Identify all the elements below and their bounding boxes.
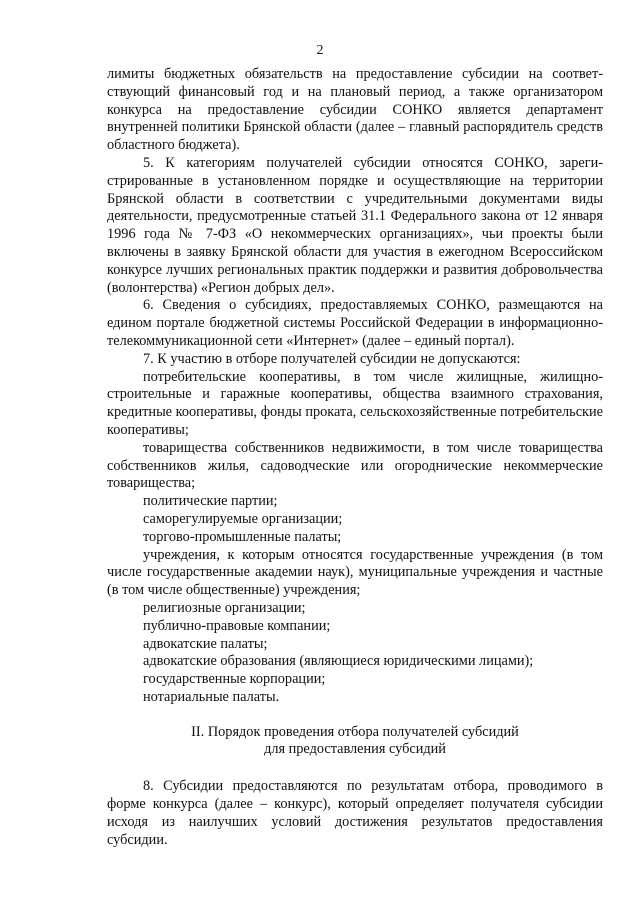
excluded-list-item: религиозные организации; [143, 599, 306, 616]
paragraph-5-categories: 5. К категориям получателей субсидии относятся СОНКО, зарегистрированные в установленном порядке и осуществляющие на территории Брянской области в соответствии с учредительными документами виды деятельности, предусмотренные статьей 31.1 Федерального закона от 12 января 1996 года № 7-ФЗ «О некоммерческих организациях», чьи проекты были включены в заявку Брянской области для участия в ежегодном Всероссийском конкурсе лучших региональных практик поддержки и развития добровольчества (волонтерства) «Регион добрых дел». [107, 154, 603, 296]
excluded-list-item: политические партии; [143, 493, 278, 510]
excluded-list-item: потребительские кооперативы, в том числе жилищные, жилищно-строительные и гаражные кооперативы, общества взаимного страхования, кредитные кооперативы, фонды проката, сельскохозяйственные потребительские кооперативы; [107, 368, 603, 438]
section-heading [107, 724, 603, 760]
section-heading-line-2: для предоставления субсидий [264, 741, 446, 758]
excluded-list-item: адвокатские палаты; [143, 635, 268, 652]
document-body [107, 66, 603, 849]
excluded-list-item: адвокатские образования (являющиеся юридическими лицами); [143, 653, 534, 670]
section-heading-line-1: II. Порядок проведения отбора получателей субсидий [191, 723, 519, 740]
paragraph-8-subsidies: 8. Субсидии предоставляются по результатам отбора, проводимого в форме конкурса (далее – конкурс), который определяет получателя субсидии исходя из наилучших условий достижения результатов предоставления субсидии. [107, 778, 603, 848]
paragraph-7-exclusions: 7. К участию в отборе получателей субсидии не допускаются: [143, 350, 521, 367]
excluded-list-item: торгово-промышленные палаты; [143, 528, 342, 545]
excluded-list [107, 369, 603, 707]
paragraph-6-information: 6. Сведения о субсидиях, предоставляемых СОНКО, размещаются на едином портале бюджетной системы Российской Федерации в информационно-телекоммуникационной сети «Интернет» (далее – единый портал). [107, 297, 603, 349]
excluded-list-item: государственные корпорации; [143, 671, 326, 688]
excluded-list-item: нотариальные палаты. [143, 688, 280, 705]
paragraph-continuation: лимиты бюджетных обязательств на предоставление субсидии на соответствующий финансовый год и на плановый период, а также организатором конкурса на предоставление субсидии СОНКО является департамент внутренней политики Брянской области (далее – главный распорядитель средств областного бюджета). [107, 66, 603, 154]
excluded-list-item: товарищества собственников недвижимости, в том числе товарищества собственников жилья, садоводческие или огороднические некоммерческие товарищества; [107, 439, 603, 492]
excluded-list-item: саморегулируемые организации; [143, 510, 343, 527]
excluded-list-item: учреждения, к которым относятся государственные учреждения (в том числе государственные академии наук), муниципальные учреждения и частные (в том числе общественные) учреждения; [107, 546, 603, 599]
page-number: 2 [316, 43, 324, 58]
excluded-list-item: публично-правовые компании; [143, 617, 331, 634]
